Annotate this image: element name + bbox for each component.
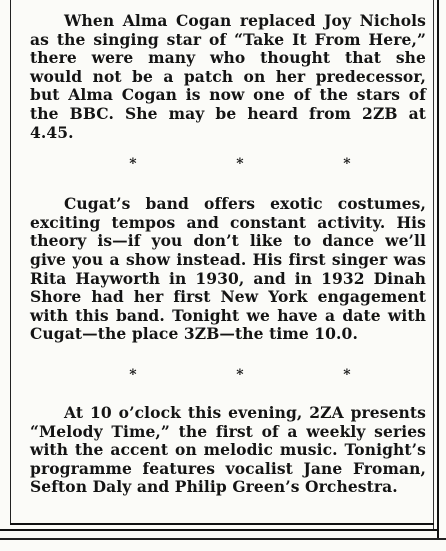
- paragraph-alma-cogan: When Alma Cogan replaced Joy Nichols as the singing star of “Take It From Here,” there were many who thought that she would not be a patch on her predecessor, but Alma Cogan is now one of the stars of the BBC. She may be heard from 2ZB at 4.45.: [30, 11, 426, 142]
- paragraph-melody-time: At 10 o’clock this evening, 2ZA presents “Melody Time,” the first of a weekly series with the accent on melodic music. Tonight’s programme features vocalist Jane Froman, Sefton Daly and Philip Green’s Orchestra.: [30, 402, 426, 497]
- separator-star: *: [236, 156, 244, 173]
- bottom-border-rule-3: [0, 538, 446, 540]
- bottom-border-rule-1: [10, 523, 434, 525]
- separator-star: *: [129, 366, 137, 383]
- paragraph-cugat: Cugat’s band offers exotic costumes, exciting tempos and constant activity. His theory is—if you don’t like to dance we’ll give you a show instead. His first singer was Rita Hayworth in 1930, and in 1932 Dinah Shore had her first New York engagement with this band. Tonight we have a date with Cugat—the place 3ZB—the time 10.0.: [30, 194, 426, 344]
- separator-star: *: [236, 366, 244, 383]
- separator-star: *: [129, 156, 137, 173]
- article-column: [30, 8, 426, 497]
- section-separator: [128, 155, 352, 173]
- bottom-border-rule-2: [0, 529, 439, 531]
- right-border-rule-outer: [437, 0, 439, 540]
- separator-star: *: [343, 156, 351, 173]
- section-separator: [128, 366, 352, 384]
- right-border-rule-inner: [433, 0, 434, 530]
- left-border-rule: [10, 0, 11, 524]
- separator-star: *: [343, 366, 351, 383]
